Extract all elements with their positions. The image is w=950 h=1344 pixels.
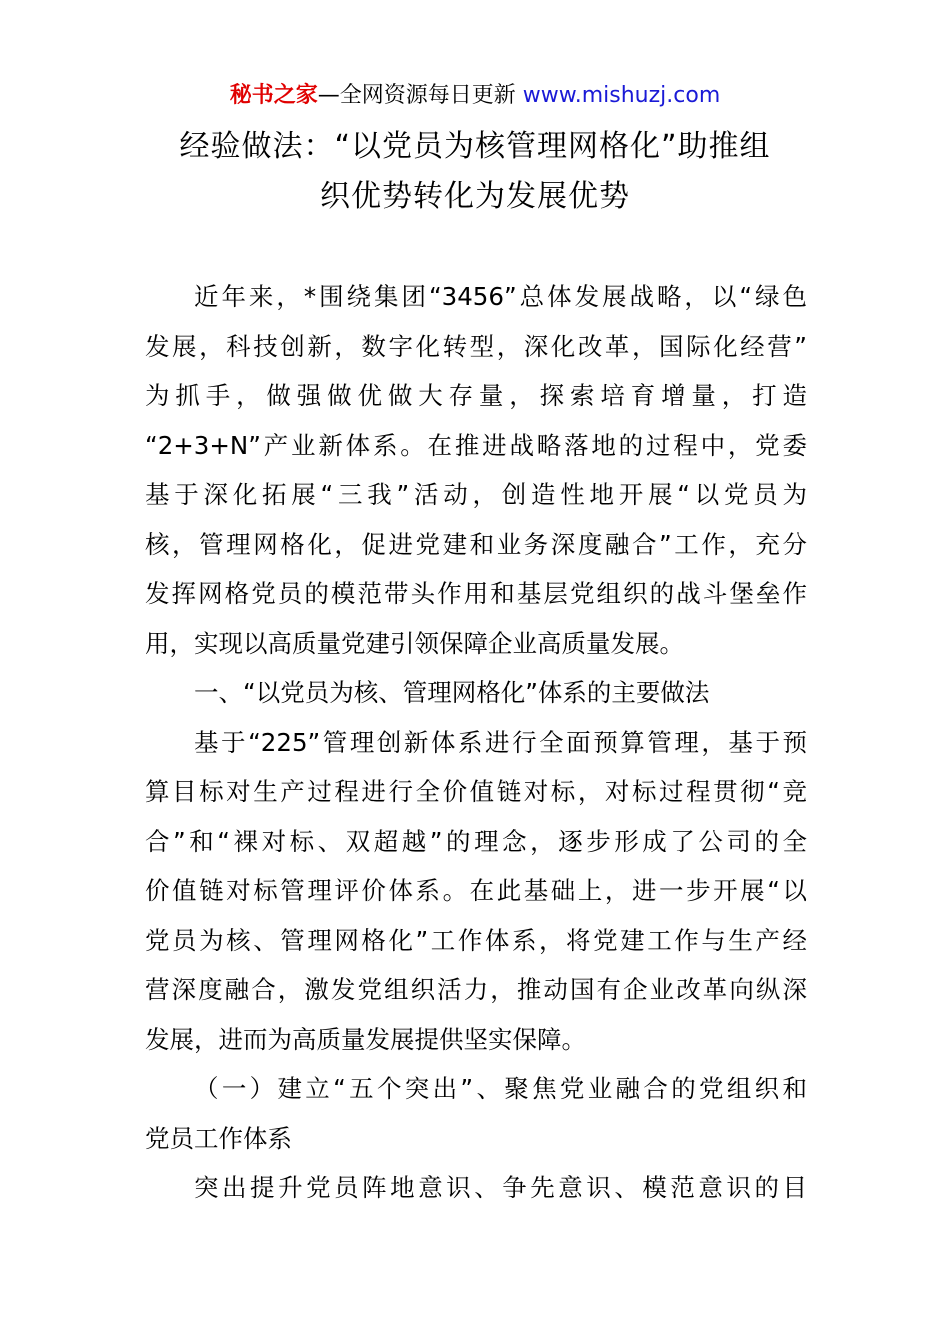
body-line: 用，实现以高质量党建引领保障企业高质量发展。	[145, 628, 684, 658]
body-line: 价值链对标管理评价体系。在此基础上，进一步开展“以	[145, 876, 807, 905]
body-line: 营深度融合，激发党组织活力，推动国有企业改革向纵深	[145, 975, 807, 1004]
body-line: 核，管理网格化，促进党建和业务深度融合”工作，充分	[145, 529, 807, 559]
document-body	[145, 272, 807, 1213]
watermark-url[interactable]: www.mishuzj.com	[522, 83, 721, 108]
body-line: 算目标对生产过程进行全价值链对标，对标过程贯彻“竞	[145, 777, 807, 806]
body-line: 为抓手，做强做优做大存量，探索培育增量，打造	[145, 381, 807, 410]
body-line: 基于“225”管理创新体系进行全面预算管理，基于预	[194, 727, 807, 757]
subsection-heading-cont: 党员工作体系	[145, 1123, 292, 1153]
body-line: 合”和“裸对标、双超越”的理念，逐步形成了公司的全	[145, 826, 807, 856]
body-line: 发挥网格党员的模范带头作用和基层党组织的战斗堡垒作	[145, 579, 807, 608]
body-line: 发展，进而为高质量发展提供坚实保障。	[145, 1024, 586, 1054]
watermark-header	[0, 80, 950, 112]
watermark-tagline: —全网资源每日更新	[317, 83, 523, 108]
body-line: 发展，科技创新，数字化转型，深化改革，国际化经营”	[145, 331, 807, 361]
section-heading: 一、“以党员为核、管理网格化”体系的主要做法	[194, 678, 710, 707]
body-line: “2+3+N”产业新体系。在推进战略落地的过程中，党委	[145, 430, 807, 460]
document-title-line-2: 织优势转化为发展优势	[320, 179, 630, 214]
body-line: 基于深化拓展“三我”活动，创造性地开展“以党员为	[145, 480, 807, 509]
body-line: 近年来，*围绕集团“3456”总体发展战略，以“绿色	[194, 282, 807, 311]
body-line: 突出提升党员阵地意识、争先意识、模范意识的目	[194, 1173, 807, 1202]
body-line: 党员为核、管理网格化”工作体系，将党建工作与生产经	[145, 925, 807, 955]
document-title-line-1: 经验做法：“以党员为核管理网格化”助推组	[179, 129, 771, 164]
watermark-brand: 秘书之家	[229, 83, 318, 108]
subsection-heading: （一）建立“五个突出”、聚焦党业融合的党组织和	[194, 1074, 807, 1103]
